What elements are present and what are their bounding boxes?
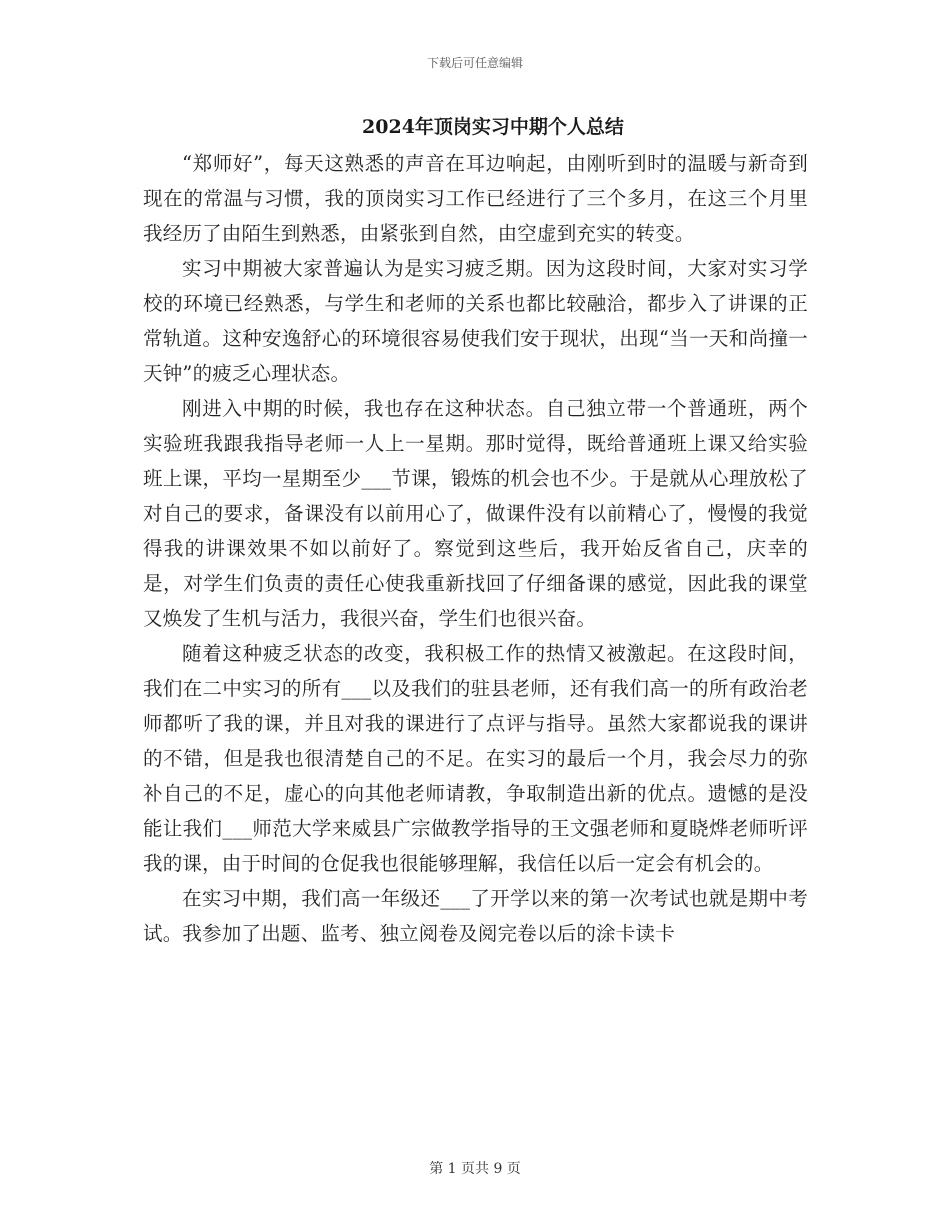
page-number: 第 1 页共 9 页 [429,1161,521,1177]
document-body [143,146,808,951]
header-note: 下载后可任意编辑 [426,56,523,70]
document-title: 2024年顶岗实习中期个人总结 [362,116,624,138]
paragraph: 随着这种疲乏状态的改变，我积极工作的热情又被激起。在这段时间，我们在二中实习的所有___以及我们的驻县老师，还有我们高一的所有政治老师都听了我的课，并且对我的课进行了点评与指导。虽然大家都说我的课讲的不错，但是我也很清楚自己的不足。在实习的最后一个月，我会尽力的弥补自己的不足，虚心的向其他老师请教，争取制造出新的优点。遗憾的是没能让我们___师范大学来威县广宗做教学指导的王文强老师和夏晓烨老师听评我的课，由于时间的仓促我也很能够理解，我信任以后一定会有机会的。 [143,642,808,875]
paragraph: 刚进入中期的时候，我也存在这种状态。自己独立带一个普通班，两个实验班我跟我指导老师一人上一星期。那时觉得，既给普通班上课又给实验班上课，平均一星期至少___节课，锻炼的机会也不少。于是就从心理放松了对自己的要求，备课没有以前用心了，做课件没有以前精心了，慢慢的我觉得我的讲课效果不如以前好了。察觉到这些后，我开始反省自己，庆幸的是，对学生们负责的责任心使我重新找回了仔细备课的感觉，因此我的课堂又焕发了生机与活力，我很兴奋，学生们也很兴奋。 [143,397,808,630]
paragraph: “郑师好”，每天这熟悉的声音在耳边响起，由刚听到时的温暖与新奇到现在的常温与习惯，我的顶岗实习工作已经进行了三个多月，在这三个月里我经历了由陌生到熟悉，由紧张到自然，由空虚到充实的转变。 [143,152,808,245]
paragraph: 在实习中期，我们高一年级还___了开学以来的第一次考试也就是期中考试。我参加了出题、监考、独立阅卷及阅完卷以后的涂卡读卡 [143,887,808,945]
paragraph: 实习中期被大家普遍认为是实习疲乏期。因为这段时间，大家对实习学校的环境已经熟悉，与学生和老师的关系也都比较融洽，都步入了讲课的正常轨道。这种安逸舒心的环境很容易使我们安于现状，出现“当一天和尚撞一天钟”的疲乏心理状态。 [143,257,808,385]
